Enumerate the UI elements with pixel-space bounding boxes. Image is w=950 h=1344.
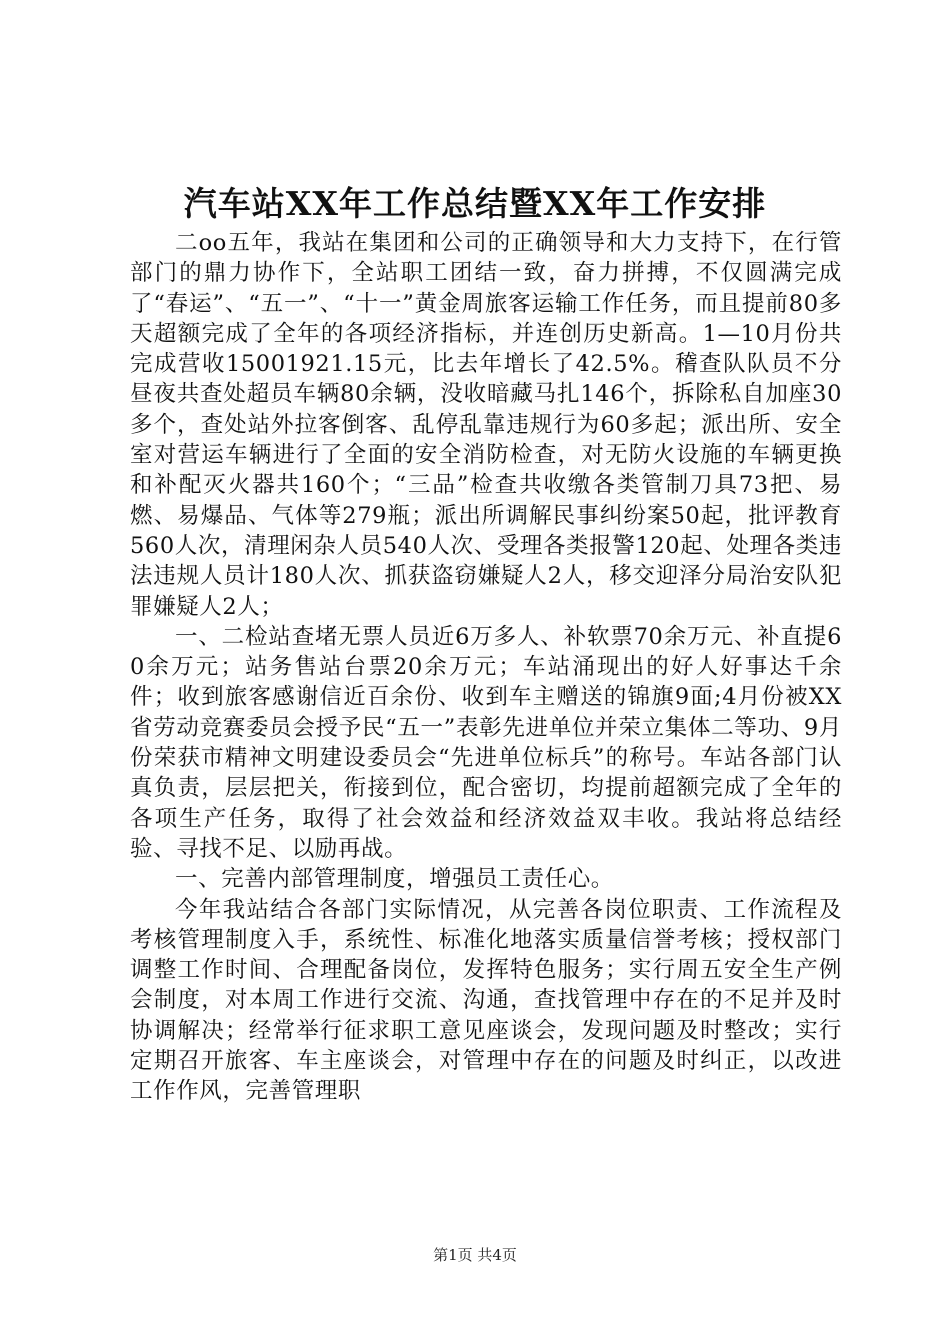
paragraph-achievements: 一、二检站查堵无票人员近6万多人、补软票70余万元、补直提60余万元；站务售站台票20余万元；车站涌现出的好人好事达千余件；收到旅客感谢信近百余份、收到车主赠送的锦旗9面;4月份被XX省劳动竞赛委员会授予民“五一”表彰先进单位并荣立集体二等功、9月份荣获市精神文明建设委员会“先进单位标兵”的称号。车站各部门认真负责，层层把关，衔接到位，配合密切，均提前超额完成了全年的各项生产任务，取得了社会效益和经济效益双丰收。我站将总结经验、寻找不足、以励再战。 — [130, 623, 842, 862]
page-number: 第1页 共4页 — [433, 1246, 517, 1264]
section-heading: 一、完善内部管理制度，增强员工责任心。 — [175, 866, 614, 893]
document-body — [130, 228, 842, 1107]
paragraph-management: 今年我站结合各部门实际情况，从完善各岗位职责、工作流程及考核管理制度入手，系统性、标准化地落实质量信誉考核；授权部门调整工作时间、合理配备岗位，发挥特色服务；实行周五安全生产例会制度，对本周工作进行交流、沟通，查找管理中存在的不足并及时协调解决；经常举行征求职工意见座谈会，发现问题及时整改；实行定期召开旅客、车主座谈会，对管理中存在的问题及时纠正，以改进工作作风，完善管理职 — [130, 896, 842, 1105]
document-title: 汽车站XX年工作总结暨XX年工作安排 — [183, 184, 767, 223]
paragraph-summary: 二oo五年，我站在集团和公司的正确领导和大力支持下，在行管部门的鼎力协作下，全站职工团结一致，奋力拼搏，不仅圆满完成了“春运”、“五一”、“十一”黄金周旅客运输工作任务，而且提前80多天超额完成了全年的各项经济指标，并连创历史新高。1—10月份共完成营收15001921.15元，比去年增长了42.5%。稽查队队员不分昼夜共查处超员车辆80余辆，没收暗藏马扎146个，拆除私自加座30多个，查处站外拉客倒客、乱停乱靠违规行为60多起；派出所、安全室对营运车辆进行了全面的安全消防检查，对无防火设施的车辆更换和补配灭火器共160个；“三品”检查共收缴各类管制刀具73把、易燃、易爆品、气体等279瓶；派出所调解民事纠纷案50起，批评教育560人次，清理闲杂人员540人次、受理各类报警120起、处理各类违法违规人员计180人次、抓获盗窃嫌疑人2人，移交迎泽分局治安队犯罪嫌疑人2人； — [130, 230, 842, 620]
